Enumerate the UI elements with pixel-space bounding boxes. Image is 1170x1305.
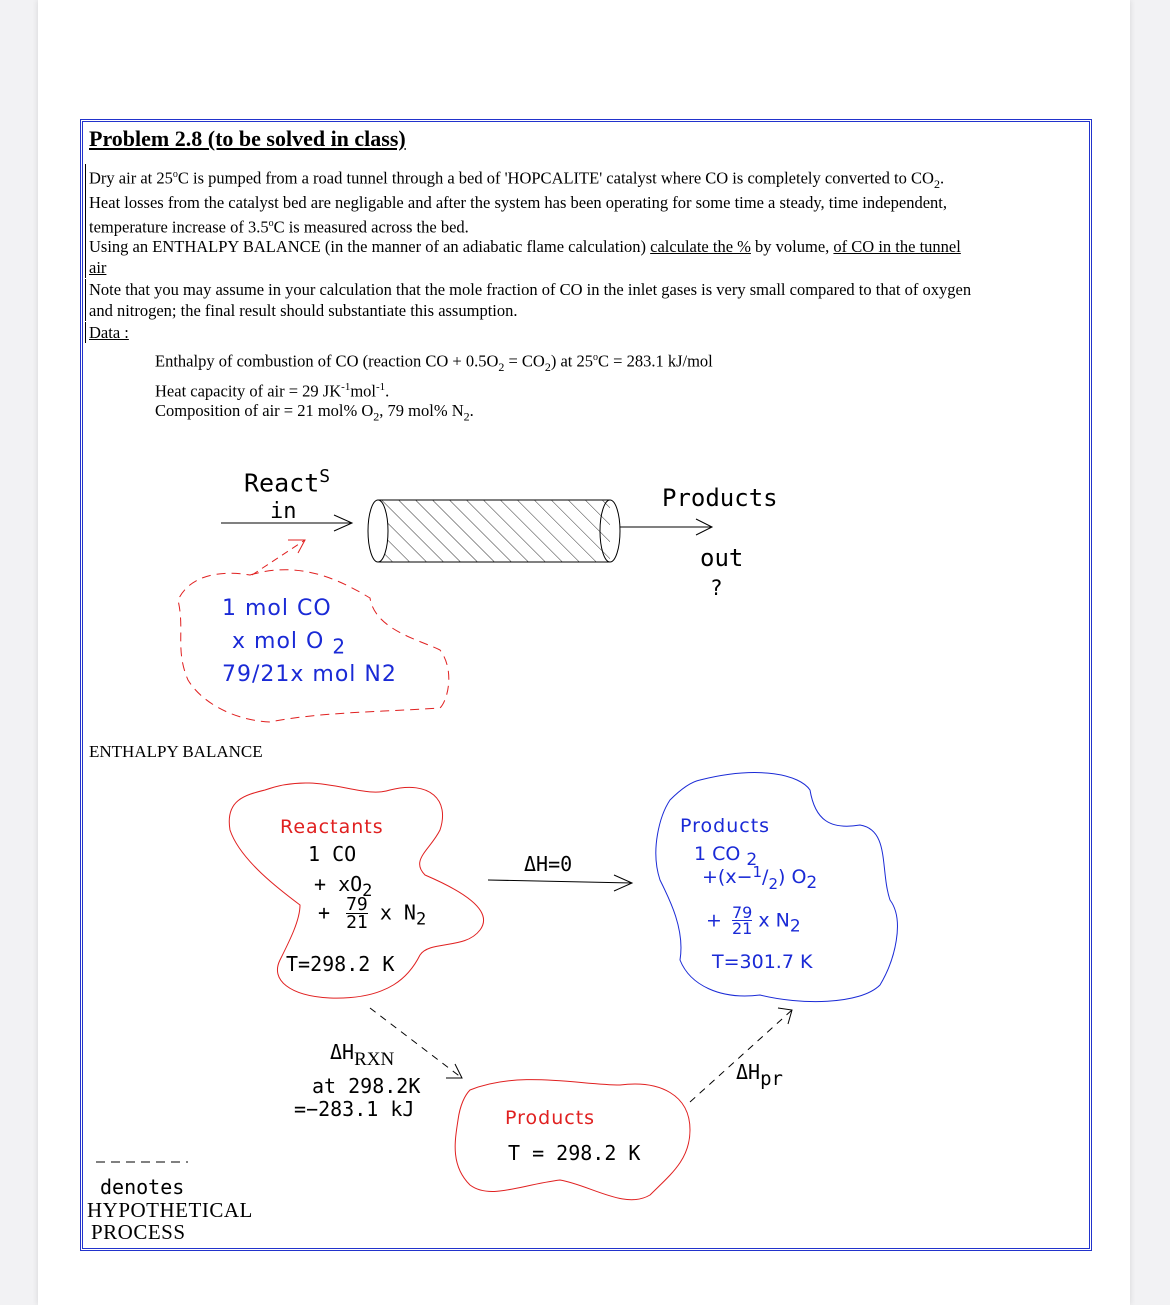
feed-n2: 79/21x mol N2 bbox=[222, 662, 397, 687]
data-enthalpy-combustion: Enthalpy of combustion of CO (reaction CO + $0.5O_2 = CO_2$) at $25^oC = 283.1$ kJ/mol bbox=[155, 351, 713, 374]
reactants-o2: + $xO_2$ bbox=[314, 872, 373, 901]
legend-process: PROCESS bbox=[91, 1220, 186, 1244]
legend-hypothetical: HYPOTHETICAL bbox=[87, 1198, 253, 1222]
enthalpy-balance-label: ENTHALPY BALANCE bbox=[89, 742, 263, 761]
unknown-mark: ? bbox=[710, 576, 723, 600]
reactants-temperature: T=298.2 K bbox=[286, 952, 395, 976]
reactants-in-label: React$^S$ bbox=[244, 466, 331, 498]
products-o2: $+(x-^1/_2)$ $O_2$ bbox=[702, 863, 818, 893]
reaction-enthalpy-label: $\Delta H_{RXN}$ bbox=[330, 1040, 395, 1070]
legend-dash-text bbox=[96, 1148, 150, 1159]
paragraph-2: Heat losses from the catalyst bed are negligable and after the system has been operating for some time a steady, time independent, temperature increase of 3.5$^o$C is measured across the bed. bbox=[85, 192, 947, 238]
feed-arrow bbox=[252, 540, 305, 575]
products-co2: 1 CO $_2$ bbox=[694, 843, 758, 870]
reactants-title: Reactants bbox=[280, 816, 384, 838]
data-heat-capacity: Heat capacity of air = 29 $JK^{-1}mol^{-1}$. bbox=[155, 381, 390, 401]
paragraph-3: Using an ENTHALPY BALANCE (in the manner of an adiabatic flame calculation) calculate the % by volume, of CO in the tunnel air bbox=[85, 236, 961, 278]
paragraph-1: Dry air at 25$^o$C is pumped from a road tunnel through a bed of 'HOPCALITE' catalyst where CO is completely converted to $CO_2$. bbox=[85, 164, 944, 195]
adiabatic-label: ΔH=0 bbox=[524, 852, 573, 876]
feed-co: 1 mol CO bbox=[222, 596, 332, 621]
feed-o2: x mol O $_2$ bbox=[232, 629, 347, 659]
reactants-co: 1 CO bbox=[308, 842, 357, 866]
products-title: Products bbox=[680, 815, 771, 837]
products-heating-label: $\Delta H_{pr}$ bbox=[736, 1060, 783, 1090]
products-out-label: Products bbox=[662, 484, 778, 512]
products-intermediate-blob bbox=[455, 1080, 690, 1200]
products-n2: + $\frac{79}{21}$ x $N_2$ bbox=[706, 903, 801, 938]
outlet-arrow bbox=[620, 519, 712, 535]
paragraph-4: Note that you may assume in your calculation that the mole fraction of CO in the inlet gases is very small compared to that of oxygen and nitrogen; the final result should substantiate this assumption. bbox=[85, 279, 971, 321]
legend-denotes: denotes bbox=[100, 1175, 185, 1199]
out-label: out bbox=[700, 544, 744, 572]
products-temperature: T=301.7 K bbox=[712, 951, 813, 973]
in-label: in bbox=[270, 499, 297, 524]
problem-title: Problem 2.8 (to be solved in class) bbox=[89, 126, 406, 151]
reactants-n2: + $\frac{79}{21}$ x $N_2$ bbox=[318, 894, 427, 933]
data-label: Data : bbox=[85, 322, 129, 343]
reaction-enthalpy-value: =−283.1 kJ bbox=[294, 1097, 415, 1121]
data-air-composition: Composition of air = 21 mol% $O_2$, 79 mol% $N_2$. bbox=[155, 401, 474, 424]
intermediate-products-title: Products bbox=[505, 1107, 596, 1129]
intermediate-temperature: T = 298.2 K bbox=[508, 1141, 641, 1165]
reaction-temperature: at 298.2K bbox=[312, 1074, 421, 1098]
catalyst-bed bbox=[368, 500, 620, 562]
adiabatic-arrow bbox=[488, 875, 632, 891]
